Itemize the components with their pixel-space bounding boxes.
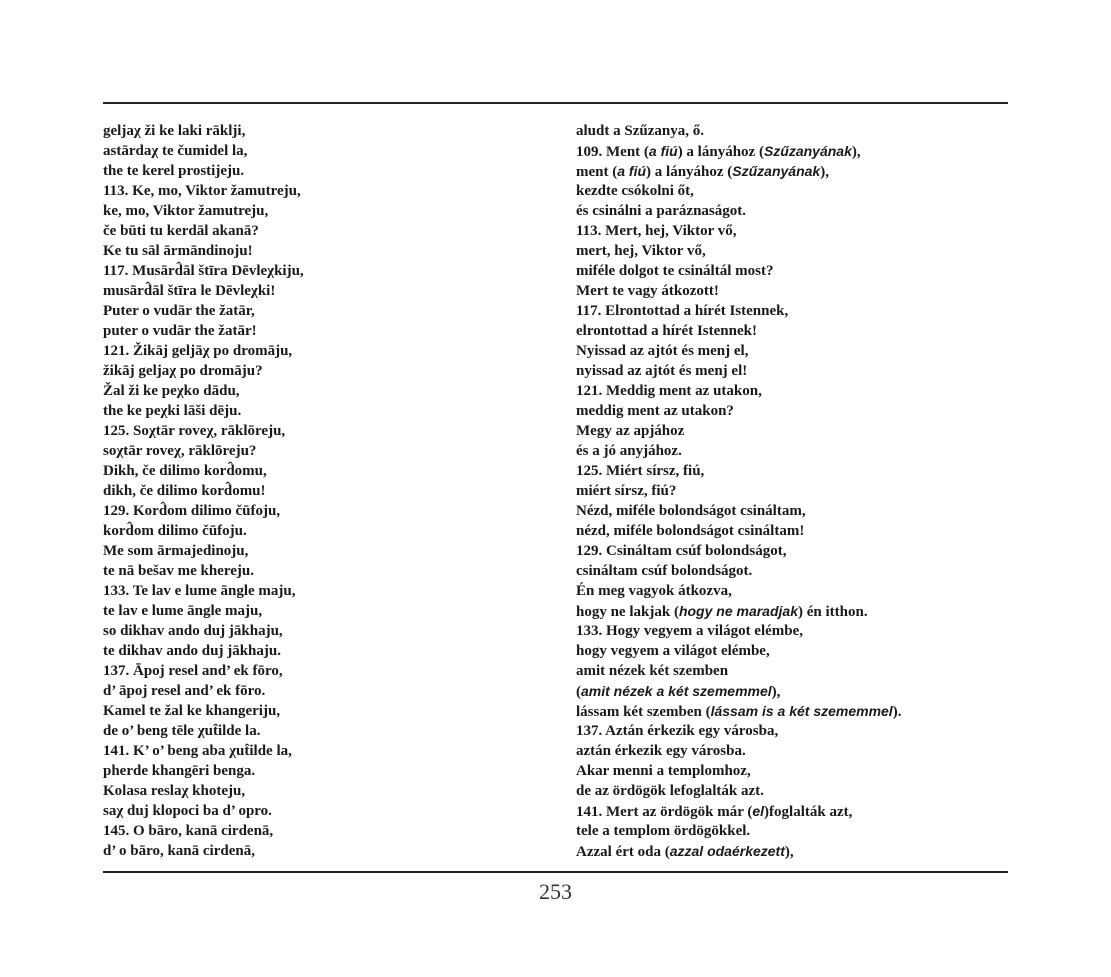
verse-line: kord̂om dilimo čūfoju. (103, 523, 247, 539)
translation-text: ), (851, 144, 861, 160)
translation-line (576, 301, 1008, 321)
verse-line: 117. Musārd̂āl štīra Dēvleχkiju, (103, 263, 304, 279)
verse-line: Dikh, če dilimo kord̂omu, (103, 463, 267, 479)
translation-line (576, 481, 1008, 501)
translation-text: ) én itthon. (797, 604, 868, 620)
translation-text: nézd, miféle bolondságot csináltam! (576, 523, 805, 539)
translation-text: nyissad az ajtót és menj el! (576, 363, 748, 379)
translation-text: 133. Hogy vegyem a világot elémbe, (576, 623, 804, 639)
verse-line: musārd̂āl štīra le Dēvleχki! (103, 283, 276, 299)
verse-line: te lav e lume āngle maju, (103, 603, 263, 619)
verse-line: so dikhav ando duj jākhaju, (103, 623, 283, 639)
top-rule (103, 102, 1008, 104)
translation-line (576, 541, 1008, 561)
translation-line (576, 281, 1008, 301)
italic-gloss: amit nézek a két szememmel (581, 683, 772, 699)
translation-line (576, 841, 1008, 861)
verse-line: pherde khangēri benga. (103, 763, 256, 779)
verse-line: Žal ži ke peχko dādu, (103, 383, 240, 399)
translation-line (576, 781, 1008, 801)
translation-line (576, 761, 1008, 781)
translation-line (576, 461, 1008, 481)
translation-text: csináltam csúf bolondságot. (576, 563, 753, 579)
translation-text: hogy ne lakjak ( (576, 604, 679, 620)
translation-line (576, 721, 1008, 741)
translation-line (576, 661, 1008, 681)
translation-text: 121. Meddig ment az utakon, (576, 383, 762, 399)
verse-line: soχtār roveχ, rāklōreju? (103, 443, 257, 459)
hungarian-translation-column (576, 121, 1008, 861)
translation-text: elrontottad a hírét Istennek! (576, 323, 757, 339)
translation-text: miért sírsz, fiú? (576, 483, 677, 499)
translation-line (576, 161, 1008, 181)
verse-line: Puter o vudār the žatār, (103, 303, 255, 319)
translation-text: aludt a Szűzanya, ő. (576, 123, 704, 139)
translation-text: tele a templom ördögökkel. (576, 823, 751, 839)
verse-line: 145. O bāro, kanā cirdenā, (103, 823, 274, 839)
translation-text: ), (820, 164, 829, 180)
translation-text: )foglalták azt, (764, 804, 853, 820)
translation-line (576, 181, 1008, 201)
translation-text: ), (784, 844, 794, 860)
translation-line (576, 321, 1008, 341)
translation-line (576, 821, 1008, 841)
verse-line: the te kerel prostijeju. (103, 163, 245, 179)
translation-line (576, 381, 1008, 401)
verse-line: Kolasa reslaχ khoteju, (103, 783, 246, 799)
translation-text: Nyissad az ajtót és menj el, (576, 343, 749, 359)
translation-line (576, 201, 1008, 221)
translation-line (576, 121, 1008, 141)
translation-line (576, 421, 1008, 441)
italic-gloss: Szűzanyának (732, 163, 821, 179)
verse-line: 113. Ke, mo, Viktor žamutreju, (103, 183, 301, 199)
translation-line (576, 561, 1008, 581)
italic-gloss: a fiú (617, 163, 647, 179)
translation-text: 109. Ment ( (576, 144, 649, 160)
translation-line (576, 441, 1008, 461)
translation-text: 141. Mert az ördögök már ( (576, 804, 753, 820)
translation-text: Akar menni a templomhoz, (576, 763, 751, 779)
bottom-rule (103, 871, 1008, 873)
translation-line (576, 801, 1008, 821)
verse-line: Me som ārmajedinoju, (103, 543, 249, 559)
translation-text: ). (892, 704, 902, 720)
translation-line (576, 221, 1008, 241)
translation-text: ment ( (576, 164, 618, 180)
italic-gloss: el (752, 803, 765, 819)
translation-text: 137. Aztán érkezik egy városba, (576, 723, 779, 739)
italic-gloss: Szűzanyának (763, 143, 852, 159)
translation-line (576, 341, 1008, 361)
translation-text: ) a lányához ( (677, 144, 764, 160)
translation-text: lássam két szemben ( (576, 704, 711, 720)
translation-text: kezdte csókolni őt, (576, 183, 694, 199)
translation-text: Mert te vagy átkozott! (576, 283, 719, 299)
translation-text: Megy az apjához (576, 423, 685, 439)
verse-line: de o’ beng tēle χut̂ilde la. (103, 723, 261, 739)
translation-text: ), (771, 684, 781, 700)
verse-line: žikāj geljaχ po dromāju? (103, 363, 263, 379)
translation-line (576, 581, 1008, 601)
verse-line: 141. K’ o’ beng aba χut̂ilde la, (103, 743, 292, 759)
translation-text: Nézd, miféle bolondságot csináltam, (576, 503, 806, 519)
translation-line (576, 361, 1008, 381)
page-number: 253 (539, 879, 572, 904)
translation-line (576, 521, 1008, 541)
verse-line: dikh, če dilimo kord̂omu! (103, 483, 266, 499)
verse-line: astārdaχ te čumidel la, (103, 143, 248, 159)
italic-gloss: lássam is a két szememmel (710, 703, 893, 719)
translation-text: ( (576, 684, 581, 700)
translation-line (576, 501, 1008, 521)
translation-text: és csinálni a paráznaságot. (576, 203, 747, 219)
translation-line (576, 701, 1008, 721)
verse-line: 125. Soχtār roveχ, rāklōreju, (103, 423, 286, 439)
verse-line: te dikhav ando duj jākhaju. (103, 643, 281, 659)
romani-text-column (103, 121, 543, 861)
translation-text: 125. Miért sírsz, fiú, (576, 463, 705, 479)
verse-line: ke, mo, Viktor žamutreju, (103, 203, 269, 219)
translation-line (576, 681, 1008, 701)
translation-line (576, 401, 1008, 421)
translation-text: aztán érkezik egy városba. (576, 743, 746, 759)
verse-line: puter o vudār the žatār! (103, 323, 257, 339)
verse-line: 133. Te lav e lume āngle maju, (103, 583, 296, 599)
translation-line (576, 141, 1008, 161)
verse-line: Ke tu sāl ārmāndinoju! (103, 243, 253, 259)
verse-line: te nā bešav me khereju. (103, 563, 254, 579)
translation-text: 117. Elrontottad a hírét Istennek, (576, 303, 789, 319)
verse-line: če būti tu kerdāl akanā? (103, 223, 259, 239)
translation-text: meddig ment az utakon? (576, 403, 734, 419)
verse-line: 129. Kord̂om dilimo čūfoju, (103, 503, 281, 519)
verse-line: d’ o bāro, kanā cirdenā, (103, 843, 255, 859)
translation-text: de az ördögök lefoglalták azt. (576, 783, 764, 799)
translation-text: mert, hej, Viktor vő, (576, 243, 706, 259)
translation-text: hogy vegyem a világot elémbe, (576, 643, 770, 659)
verse-line: saχ duj klopoci ba d’ opro. (103, 803, 272, 819)
translation-line (576, 621, 1008, 641)
translation-text: Én meg vagyok átkozva, (576, 583, 732, 599)
translation-line (576, 641, 1008, 661)
verse-line: d’ āpoj resel and’ ek fōro. (103, 683, 266, 699)
italic-gloss: a fiú (648, 143, 678, 159)
translation-line (576, 601, 1008, 621)
verse-line: Kamel te žal ke khangeriju, (103, 703, 281, 719)
translation-line (576, 241, 1008, 261)
translation-text: és a jó anyjához. (576, 443, 682, 459)
translation-text: miféle dolgot te csináltál most? (576, 263, 774, 279)
translation-line (576, 261, 1008, 281)
verse-line: geljaχ ži ke laki rāklji, (103, 123, 246, 139)
translation-line (576, 741, 1008, 761)
translation-text: amit nézek két szemben (576, 663, 729, 679)
verse-line: 121. Žikāj geljāχ po dromāju, (103, 343, 293, 359)
italic-gloss: hogy ne maradjak (678, 603, 798, 619)
translation-text: Azzal ért oda ( (576, 844, 670, 860)
translation-text: ) a lányához ( (646, 164, 733, 180)
translation-text: 129. Csináltam csúf bolondságot, (576, 543, 787, 559)
italic-gloss: azzal odaérkezett (669, 843, 785, 859)
verse-line: 137. Āpoj resel and’ ek fōro, (103, 663, 283, 679)
verse-line: the ke peχki lāši dēju. (103, 403, 242, 419)
translation-text: 113. Mert, hej, Viktor vő, (576, 223, 737, 239)
